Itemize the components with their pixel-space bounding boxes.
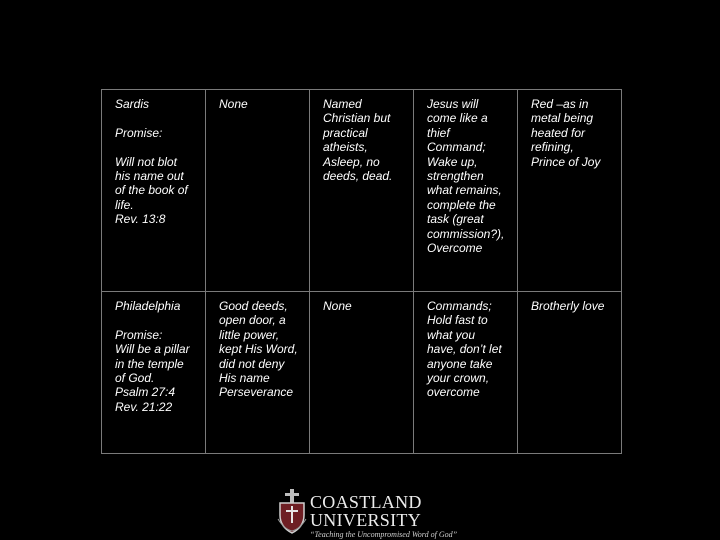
table-cell: None — [310, 292, 414, 454]
revelation-churches-table — [101, 89, 622, 454]
shield-cross-icon — [276, 489, 308, 535]
table-cell: Philadelphia Promise: Will be a pillar in the temple of God. Psalm 27:4 Rev. 21:22 — [102, 292, 206, 454]
table-cell: Jesus will come like a thief Command; Wake up, strengthen what remains, complete the task (great commission?), Overcome — [414, 90, 518, 292]
table-cell: Named Christian but practical atheists, Asleep, no deeds, dead. — [310, 90, 414, 292]
table-row — [102, 292, 622, 454]
table-cell: Sardis Promise: Will not blot his name out of the book of life. Rev. 13:8 — [102, 90, 206, 292]
coastland-university-logo — [270, 487, 460, 540]
university-name-line2: UNIVERSITY — [310, 510, 421, 530]
table-row — [102, 90, 622, 292]
table-cell: Brotherly love — [518, 292, 622, 454]
university-name — [310, 493, 422, 529]
table-cell: None — [206, 90, 310, 292]
university-tagline: “Teaching the Uncompromised Word of God” — [310, 530, 458, 539]
table-cell: Good deeds, open door, a little power, kept His Word, did not deny His name Perseverance — [206, 292, 310, 454]
university-name-line1: COASTLAND — [310, 492, 422, 512]
table-cell: Commands; Hold fast to what you have, don’t let anyone take your crown, overcome — [414, 292, 518, 454]
table-cell: Red –as in metal being heated for refining, Prince of Joy — [518, 90, 622, 292]
